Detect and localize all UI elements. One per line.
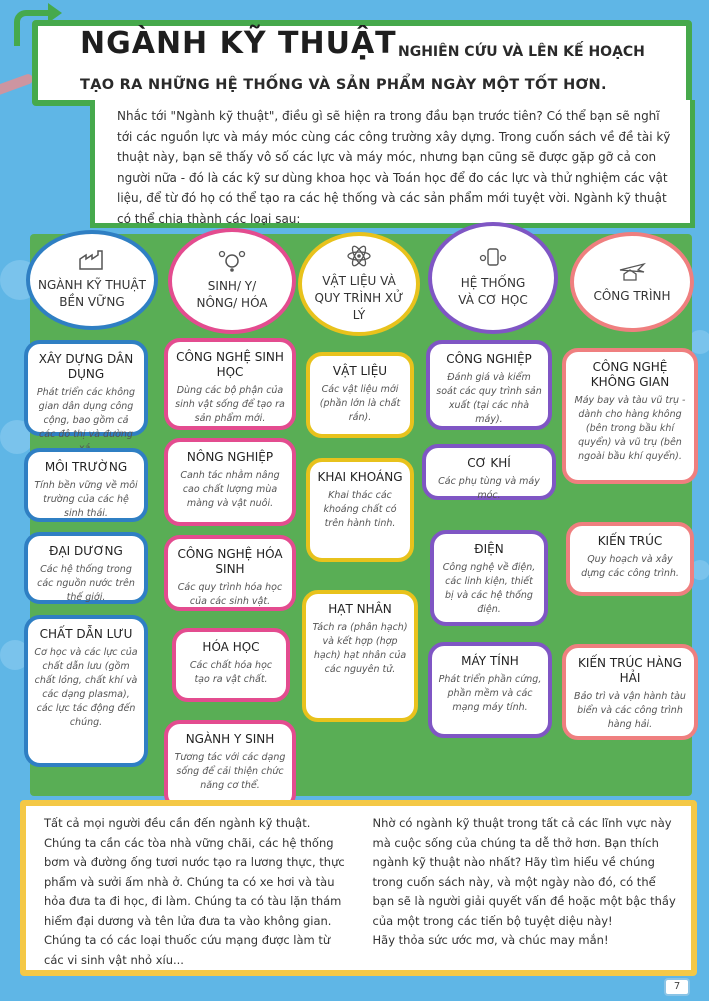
card-nuclear (302, 590, 418, 722)
card-architecture (566, 522, 694, 596)
devices-icon (479, 247, 507, 269)
card-desc: Cơ học và các lực của chất dẫn lưu (gồm chất lỏng, chất khí và các dạng plasma), các lực tác động đến chúng. (34, 647, 138, 728)
card-title: HÓA HỌC (202, 640, 260, 654)
card-title: HẠT NHÂN (328, 602, 392, 616)
card-title: CÔNG NGHỆ SINH HỌC (176, 350, 284, 379)
category-label: SINH/ Y/ NÔNG/ HÓA (196, 279, 268, 310)
card-industrial (426, 340, 552, 430)
card-biotech (164, 338, 296, 430)
card-desc: Đánh giá và kiểm soát các quy trình sản xuất (tại các nhà máy). (436, 372, 542, 425)
card-title: CHẤT DẪN LƯU (39, 627, 133, 641)
category-label: CÔNG TRÌNH (593, 288, 671, 303)
plane-building-icon (618, 260, 646, 282)
card-title: CÔNG NGHỆ KHÔNG GIAN (590, 360, 670, 389)
category-label: HỆ THỐNG VÀ CƠ HỌC (458, 276, 528, 307)
card-desc: Tương tác với các dạng sống để cải thiện chức năng cơ thể. (174, 752, 286, 791)
category-materials (298, 232, 420, 336)
card-title: VẬT LIỆU (332, 364, 388, 378)
card-title: ĐIỆN (474, 542, 504, 556)
card-title: NGÀNH Y SINH (185, 732, 275, 746)
header-arrow-icon (14, 10, 50, 46)
card-desc: Bảo trì và vận hành tàu biển và các công trình hàng hải. (574, 691, 686, 730)
page-subtitle-line1: NGHIÊN CỨU VÀ LÊN KẾ HOẠCH (398, 44, 645, 60)
card-ocean (24, 532, 148, 604)
footer-right-text: Nhờ có ngành kỹ thuật trong tất cả các lĩnh vực này mà cuộc sống của chúng ta dễ thở hơn. Bạn thích ngành kỹ thuật nào nhất? Hãy tìm hiểu về chúng trong cuốn sách này, và một ngày nào đó, có thể bạn sẽ là người giải quyết vấn đề hoặc một bậc thầy của một trong các tiến bộ tuyệt diệu này! (372, 816, 676, 928)
footer-box (20, 800, 697, 976)
card-desc: Các phụ tùng và máy móc. (438, 476, 540, 501)
page-title: NGÀNH KỸ THUẬT (80, 26, 397, 61)
card-title: CÔNG NGHIỆP (446, 352, 532, 366)
category-label: NGÀNH KỸ THUẬT BỀN VỮNG (38, 278, 146, 309)
card-agriculture (164, 438, 296, 526)
card-desc: Phát triển các không gian dân dụng công cộng, bao gồm cả các đô thị và đường (36, 387, 136, 440)
card-desc: Công nghệ về điện, các linh kiện, thiết bị và các hệ thống điện. (442, 562, 536, 615)
card-desc: Các chất hóa học tạo ra vật chất. (189, 660, 273, 685)
card-title: MÔI TRƯỜNG (44, 460, 128, 474)
category-structures (570, 232, 694, 332)
card-title: KIẾN TRÚC (597, 534, 663, 548)
card-title: MÁY TÍNH (461, 654, 519, 668)
card-desc: Khai thác các khoáng chất có trên hành tinh. (323, 490, 397, 529)
category-sustainable (26, 230, 158, 330)
card-desc: Tách ra (phân hạch) và kết hợp (hợp hạch) hạt nhân của các nguyên tử. (312, 622, 408, 675)
card-mining (306, 458, 414, 562)
card-desc: Phát triển phần cứng, phần mềm và các mạng máy tính. (438, 674, 542, 713)
card-title: NÔNG NGHIỆP (186, 450, 274, 464)
card-title: ĐẠI DƯƠNG (49, 544, 123, 558)
card-title: KHAI KHOÁNG (317, 470, 403, 484)
card-title: XÂY DỰNG DÂN DỤNG (38, 352, 134, 381)
category-systems (428, 222, 558, 334)
card-desc: Tính bền vững về môi trường của các hệ sinh thái. (34, 480, 138, 519)
footer-closing-text: Hãy thỏa sức ước mơ, và chúc may mắn! (372, 933, 609, 947)
category-bio-chem (168, 228, 296, 334)
card-desc: Dùng các bộ phận của sinh vật sống để tạo ra sản phẩm mới. (175, 385, 285, 424)
card-mechanical (422, 444, 556, 500)
card-materials (306, 352, 414, 438)
footer-left-column (44, 814, 351, 967)
card-desc: Quy hoạch và xây dựng các công trình. (581, 554, 679, 579)
intro-box (90, 100, 695, 228)
factory-icon (78, 249, 106, 271)
card-computer (428, 642, 552, 738)
atom-icon (345, 245, 373, 267)
card-electrical (430, 530, 548, 626)
card-biochem (164, 535, 296, 611)
card-chemistry (172, 628, 290, 702)
page-subtitle-line2: TẠO RA NHỮNG HỆ THỐNG VÀ SẢN PHẨM NGÀY MỘT TỐT HƠN. (80, 77, 607, 93)
footer-left-text: Tất cả mọi người đều cần đến ngành kỹ thuật. Chúng ta cần các tòa nhà vững chãi, các hệ thống bơm và đường ống tươi nước tạo ra lương thực, thực phẩm và sưởi ấm nhà ở. Chúng ta có xe hơi và tàu hỏa đưa ta đi học, đi làm. Chúng ta có tàu lặn thám hiểm đại dương và tên lửa đưa ta vào không gian. Chúng ta có các loại thuốc cứu mạng được làm từ các vi sinh vật nhỏ xíu... (44, 816, 345, 967)
card-environment (24, 448, 148, 522)
card-civil (24, 340, 148, 440)
card-desc: Các quy trình hóa học của các sinh vật. (177, 582, 283, 607)
footer-right-column (373, 814, 680, 964)
card-naval (562, 644, 698, 740)
card-title: CÔNG NGHỆ HÓA SINH (177, 547, 283, 576)
card-desc: Các vật liệu mới (phần lớn là chất rắn). (319, 384, 401, 423)
card-fluid (24, 615, 148, 767)
card-title: CƠ KHÍ (467, 456, 511, 470)
page-number: 7 (664, 978, 690, 996)
bio-molecule-icon (218, 250, 246, 272)
card-title: KIẾN TRÚC HÀNG HẢI (578, 656, 682, 685)
background-ribbon (0, 73, 34, 97)
card-biomedical (164, 720, 296, 810)
card-desc: Máy bay và tàu vũ trụ - dành cho hàng không (bên trong bầu khí quyển) và vũ trụ (bên ngoài bầu khí quyển). (574, 395, 686, 462)
card-desc: Canh tác nhằm nâng cao chất lượng mùa màng và vật nuôi. (180, 470, 280, 509)
card-aerospace (562, 348, 698, 484)
category-label: VẬT LIỆU VÀ QUY TRÌNH XỬ LÝ (314, 273, 404, 322)
intro-text: Nhắc tới "Ngành kỹ thuật", điều gì sẽ hiện ra trong đầu bạn trước tiên? Có thể bạn sẽ nghĩ tới các nguồn lực và máy móc cùng các công trường xây dựng. Trong cuốn sách về đề tài kỹ thuật này, bạn sẽ thấy vô số các lực và máy móc, nhưng bạn cũng sẽ được gặp gỡ cả con người nữa - đó là các kỹ sư dùng khoa học và Toán học để đo các lực và thử nghiệm các vật liệu, để từ đó họ có thể tạo ra các hệ thống và các sản phẩm mới tuyệt vời. Ngành kỹ thuật có thể chia thành các loại sau: (117, 109, 671, 226)
card-desc: Các hệ thống trong các nguồn nước trên thế giới. (37, 564, 135, 603)
